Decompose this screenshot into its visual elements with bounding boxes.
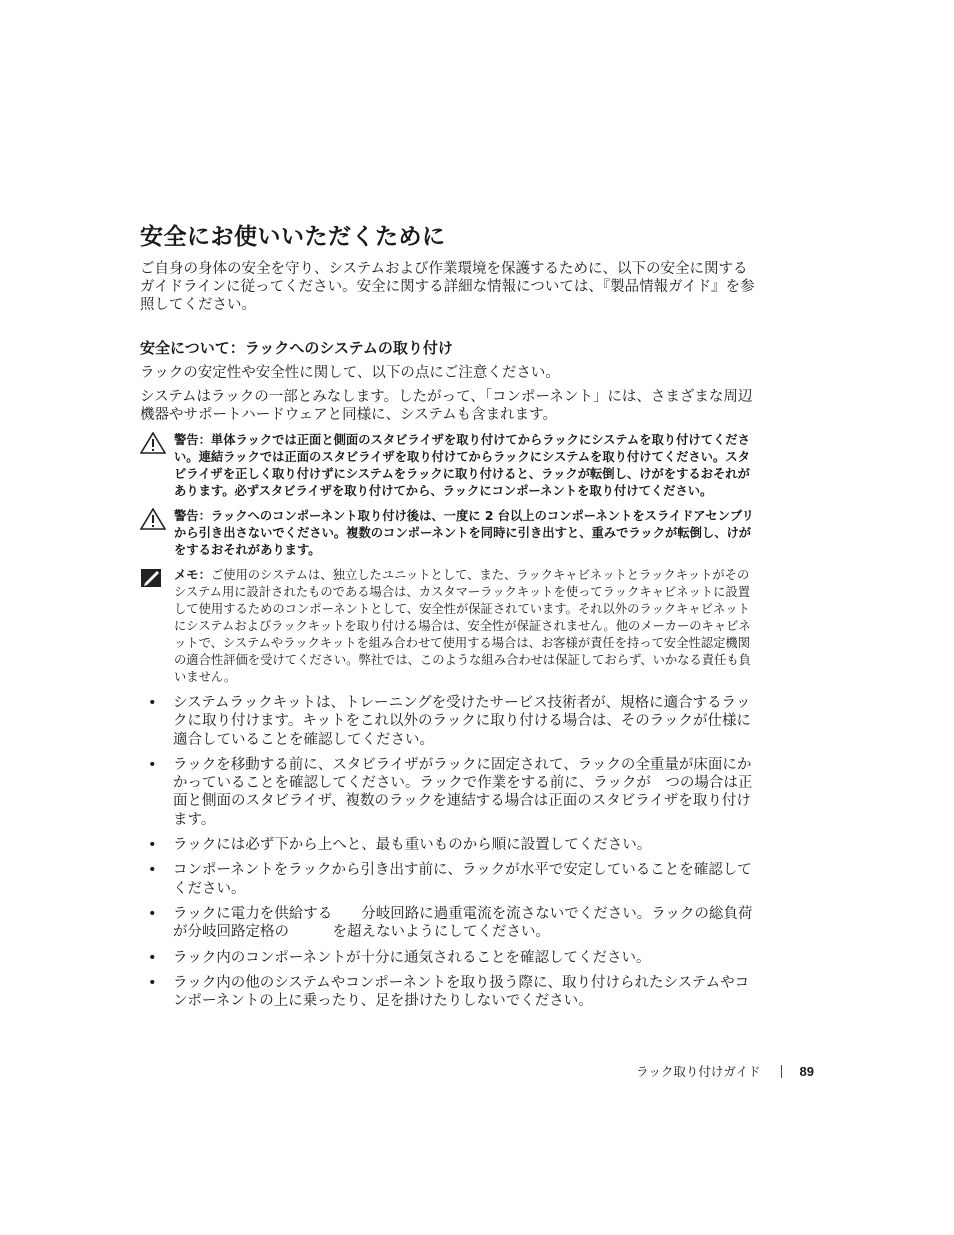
page-content: [140, 222, 756, 1017]
list-item: • システムラックキットは、トレーニングを受けたサービス技術者が、規格に適合するラックに取り付けます。キットをこれ以外のラックに取り付ける場合は、そのラックが仕様に適合していることを確認してください。: [148, 695, 751, 748]
bullet-mark: •: [148, 756, 157, 773]
warning-note-1: [140, 432, 756, 500]
bullet-mark: •: [148, 837, 157, 854]
warning-label: 警告：: [174, 433, 211, 447]
list-item: • ラック内のコンポーネントが十分に通気されることを確認してください。: [148, 949, 651, 966]
bullet-mark: •: [148, 862, 157, 879]
warning-label: 警告：: [174, 509, 211, 523]
bullet-mark: •: [148, 905, 157, 922]
pencil-note-icon: [140, 567, 174, 686]
warning-note-2: [140, 508, 756, 559]
list-item: • ラックには必ず下から上へと、最も重いものから順に設置してください。: [148, 837, 652, 854]
footer-divider: [781, 1065, 782, 1078]
list-item: • ラックを移動する前に、スタビライザがラックに固定されて、ラックの全重量が床面にかかっていることを確認してください。ラックで作業をする前に、ラックが つの場合は正面と側面のスタビライザ、複数のラックを連結する場合は正面のスタビライザを取り付けます。: [148, 756, 753, 828]
intro-paragraph: ご自身の身体の安全を守り、システムおよび作業環境を保護するために、以下の安全に関するガイドラインに従ってください。安全に関する詳細な情報については、『製品情報ガイド』を参照してください。: [140, 261, 755, 313]
warning-triangle-icon: [140, 432, 174, 500]
section-heading: 安全について：ラックへのシステムの取り付け: [140, 339, 453, 357]
list-item: • ラックに電力を供給する 分岐回路に過重電流を流さないでください。ラックの総負荷が分岐回路定格の を超えないようにしてください。: [148, 905, 753, 941]
memo-label: メモ：: [174, 568, 211, 582]
page-title: 安全にお使いいただくために: [140, 224, 446, 250]
section-paragraph-2: システムはラックの一部とみなします。したがって、「コンポーネント」には、さまざまな周辺機器やサポートハードウェアと同様に、システムも含まれます。: [140, 389, 753, 423]
list-item: • コンポーネントをラックから引き出す前に、ラックが水平で安定していることを確認してください。: [148, 862, 752, 897]
safety-bullet-list: [140, 694, 756, 1010]
bullet-mark: •: [148, 695, 157, 711]
bullet-mark: •: [148, 974, 157, 991]
memo-note: [140, 567, 756, 686]
page-footer: [600, 1062, 814, 1080]
list-item: • ラック内の他のシステムやコンポーネントを取り扱う際に、取り付けられたシステムやコンポーネントの上に乗ったり、足を掛けたりしないでください。: [148, 974, 750, 1010]
warning-text: 単体ラックでは正面と側面のスタビライザを取り付けてからラックにシステムを取り付けてください。連結ラックでは正面のスタビライザを取り付けてからラックにシステムを取り付けてください。スタビライザを正しく取り付けずにシステムをラックに取り付けると、ラックが転倒し、けがをするおそれがあります。必ずスタビライザを取り付けてから、ラックにコンポーネントを取り付けてください。: [174, 433, 750, 498]
warning-text: ラックへのコンポーネント取り付け後は、一度に 2 台以上のコンポーネントをスライドアセンブリから引き出さないでください。複数のコンポーネントを同時に引き出すと、重みでラックが転倒し、けがをするおそれがあります。: [174, 509, 754, 557]
memo-text: ご使用のシステムは、独立したユニットとして、また、ラックキャビネットとラックキットがそのシステム用に設計されたものである場合は、カスタマーラックキットを使ってラックキャビネットに設置して使用するためのコンポーネントとして、安全性が保証されています。それ以外のラックキャビネットにシステムおよびラックキットを取り付ける場合は、安全性が保証されません。他のメーカーのキャビネットで、システムやラックキットを組み合わせて使用する場合は、お客様が責任を持って安全性認定機関の適合性評価を受けてください。弊社では、このような組み合わせは保証しておらず、いかなる責任も負いません。: [174, 568, 751, 684]
warning-triangle-icon: [140, 508, 174, 559]
section-paragraph-1: ラックの安定性や安全性に関して、以下の点にご注意ください。: [140, 365, 560, 381]
page-number: 89: [799, 1063, 814, 1079]
footer-doc-title: ラック取り付けガイド: [636, 1064, 761, 1079]
bullet-mark: •: [148, 949, 157, 966]
